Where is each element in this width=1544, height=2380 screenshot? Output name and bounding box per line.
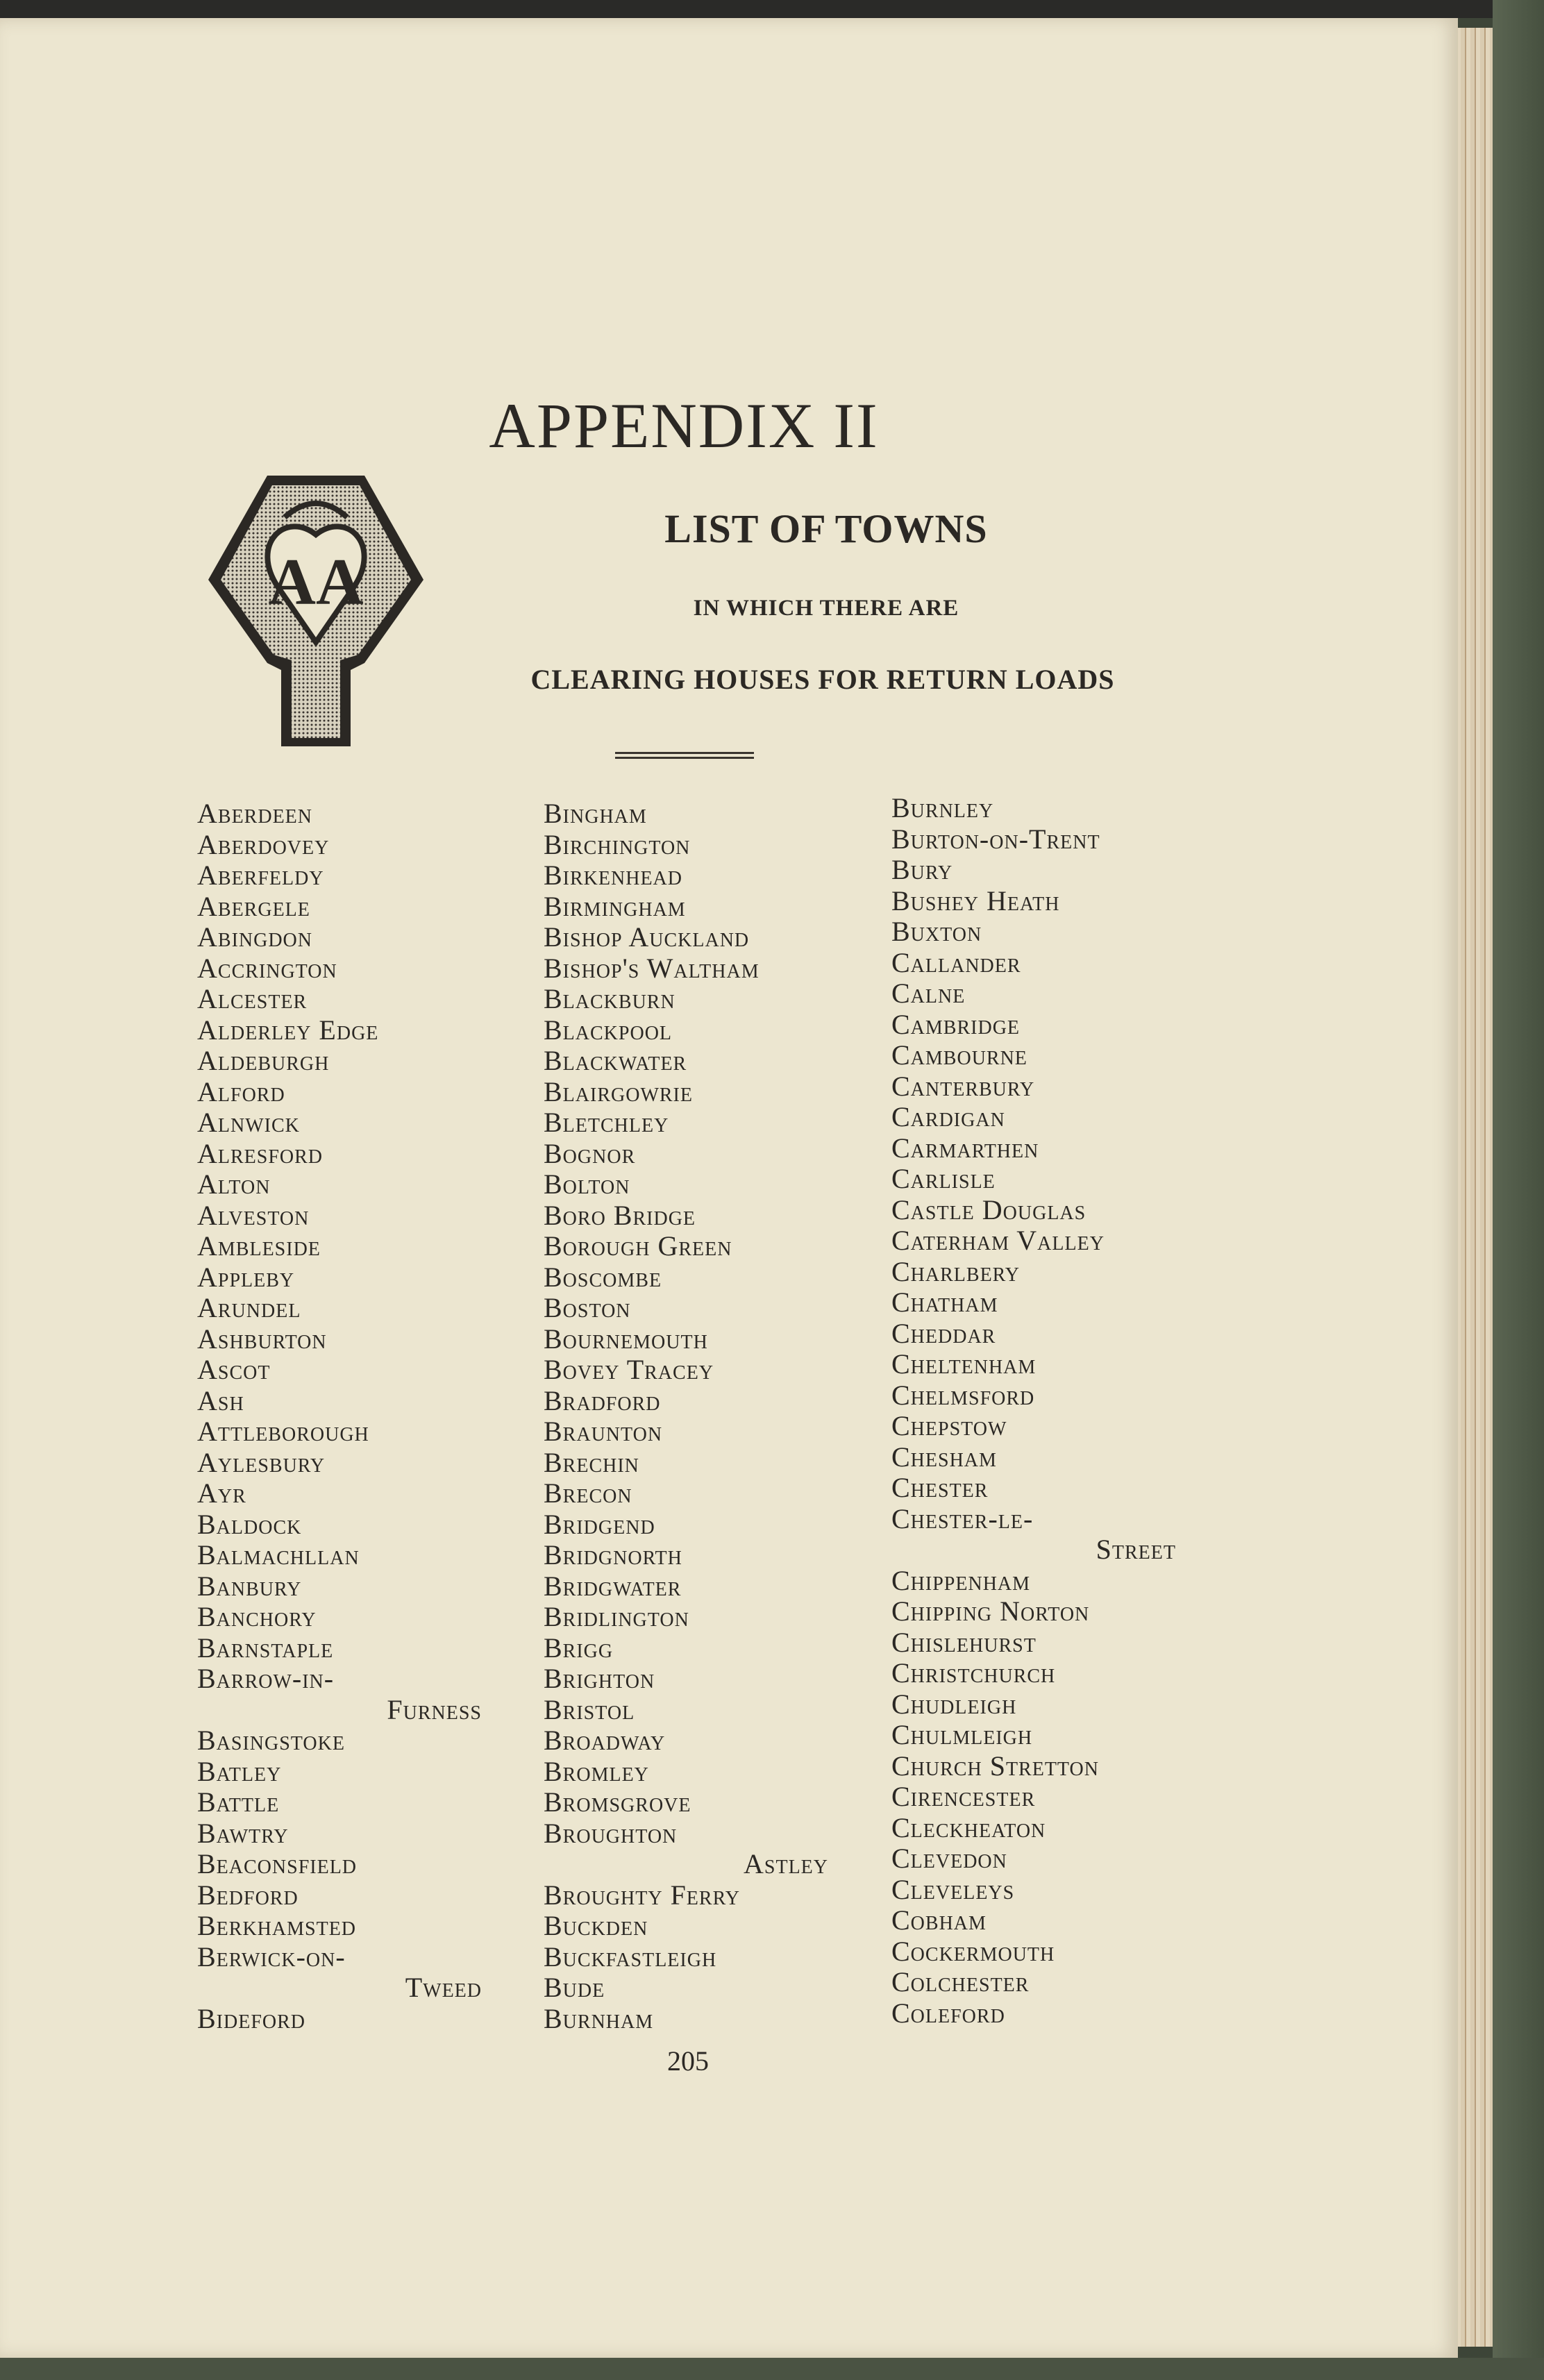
list-subheading: IN WHICH THERE ARE	[693, 596, 959, 621]
town-entry: Bletchley	[544, 1107, 669, 1138]
town-entry: Berkhamsted	[197, 1910, 357, 1941]
town-entry: Bristol	[544, 1693, 635, 1725]
town-entry: Bideford	[197, 2002, 306, 2034]
town-entry: Aldeburgh	[197, 1045, 330, 1076]
book-cover-bottom	[0, 2358, 1544, 2380]
town-entry: Ayr	[197, 1477, 246, 1509]
town-entry: Chepstow	[891, 1410, 1007, 1441]
town-entry: Brighton	[544, 1663, 655, 1694]
town-entry: Chatham	[891, 1287, 998, 1318]
town-entry: Arundel	[197, 1292, 301, 1323]
town-entry: Cardigan	[891, 1101, 1005, 1132]
town-entry: Cobham	[891, 1904, 987, 1936]
town-entry: Burnley	[891, 792, 994, 823]
town-entry: Cheltenham	[891, 1348, 1037, 1380]
town-entry: Buckden	[544, 1910, 648, 1941]
town-entry: Battle	[197, 1786, 280, 1818]
town-entry: Callander	[891, 946, 1021, 978]
town-entry: Bromley	[544, 1755, 649, 1787]
town-entry: Chipping Norton	[891, 1595, 1090, 1627]
town-entry	[197, 1942, 482, 2004]
town-entry: Bognor	[544, 1137, 636, 1169]
town-entry: Blackwater	[544, 1045, 687, 1076]
town-entry: Chislehurst	[891, 1626, 1037, 1658]
town-entry: Carlisle	[891, 1163, 996, 1194]
town-entry: Caterham Valley	[891, 1225, 1105, 1256]
town-entry: Braunton	[544, 1416, 663, 1447]
town-entry: Cleveleys	[891, 1873, 1015, 1905]
town-entry: Aylesbury	[197, 1446, 326, 1478]
town-entry: Bury	[891, 854, 953, 885]
town-entry: Brechin	[544, 1446, 639, 1478]
town-entry: Broughty Ferry	[544, 1879, 740, 1911]
list-heading: LIST OF TOWNS	[664, 506, 988, 551]
town-entry: Burnham	[544, 2002, 654, 2034]
town-entry: Brecon	[544, 1477, 632, 1509]
town-name-continuation: Furness	[387, 1693, 482, 1725]
town-name-continuation: Street	[1096, 1534, 1176, 1565]
town-entry: Aberdovey	[197, 828, 330, 860]
town-entry: Colchester	[891, 1966, 1030, 1997]
town-entry: Cirencester	[891, 1781, 1036, 1812]
town-entry: Abingdon	[197, 921, 312, 953]
page-number: 205	[667, 2045, 709, 2077]
town-entry: Bedford	[197, 1879, 299, 1911]
town-entry: Bromsgrove	[544, 1786, 691, 1818]
town-entry: Cheddar	[891, 1317, 996, 1349]
town-entry: Bolton	[544, 1168, 630, 1200]
town-entry: Bishop Auckland	[544, 921, 750, 953]
town-entry: Boro Bridge	[544, 1199, 696, 1231]
town-entry: Appleby	[197, 1261, 295, 1293]
town-entry: Ambleside	[197, 1230, 321, 1262]
town-name: Broughton	[544, 1817, 678, 1849]
town-entry: Birchington	[544, 828, 691, 860]
town-entry: Broadway	[544, 1725, 666, 1756]
town-entry: Bushey Heath	[891, 885, 1060, 916]
town-entry: Beaconsfield	[197, 1848, 358, 1879]
town-entry	[197, 1664, 482, 1725]
town-entry: Ashburton	[197, 1323, 327, 1355]
town-entry: Bridgend	[544, 1508, 655, 1540]
town-entry: Birkenhead	[544, 860, 682, 891]
town-entry: Boston	[544, 1292, 631, 1323]
town-entry: Chudleigh	[891, 1688, 1017, 1720]
towns-column-1	[197, 798, 482, 2034]
town-entry: Carmarthen	[891, 1132, 1039, 1164]
town-entry: Alresford	[197, 1137, 324, 1169]
town-entry: Coleford	[891, 1997, 1005, 2029]
town-name: Barrow-in-	[197, 1663, 335, 1694]
town-entry: Alderley Edge	[197, 1014, 379, 1046]
town-entry: Clevedon	[891, 1843, 1007, 1874]
town-entry: Bishop's Waltham	[544, 952, 760, 984]
town-name-continuation: Tweed	[405, 1972, 482, 2003]
town-entry: Bridgnorth	[544, 1539, 682, 1570]
book-cover-cloth	[1493, 0, 1544, 2380]
town-entry: Buckfastleigh	[544, 1941, 717, 1972]
town-entry: Baldock	[197, 1508, 302, 1540]
list-subheading-2: CLEARING HOUSES FOR RETURN LOADS	[530, 664, 1115, 695]
town-entry: Blackpool	[544, 1014, 673, 1046]
town-entry: Blairgowrie	[544, 1075, 693, 1107]
town-entry: Balmachllan	[197, 1539, 360, 1570]
town-entry: Bridlington	[544, 1601, 689, 1632]
town-entry: Attleborough	[197, 1416, 369, 1447]
town-entry: Ash	[197, 1384, 244, 1416]
town-entry: Aberfeldy	[197, 860, 324, 891]
town-name-continuation: Astley	[744, 1848, 828, 1879]
town-entry: Blackburn	[544, 983, 676, 1014]
town-entry: Cockermouth	[891, 1935, 1055, 1967]
town-entry: Birmingham	[544, 890, 686, 922]
town-name: Chester-le-	[891, 1502, 1034, 1534]
page-title: APPENDIX II	[489, 390, 879, 461]
town-entry: Chester	[891, 1472, 989, 1503]
town-entry: Banbury	[197, 1570, 302, 1602]
town-entry: Chesham	[891, 1441, 997, 1473]
town-entry: Cambourne	[891, 1039, 1027, 1071]
town-entry: Alford	[197, 1075, 285, 1107]
aa-badge-icon	[201, 469, 430, 753]
town-entry: Calne	[891, 978, 966, 1009]
town-entry: Ascot	[197, 1354, 271, 1385]
logo-monogram: AA	[268, 545, 364, 619]
town-entry: Borough Green	[544, 1230, 732, 1262]
town-entry: Buxton	[891, 916, 982, 947]
town-entry: Bude	[544, 1972, 605, 2003]
town-entry: Bournemouth	[544, 1323, 708, 1355]
double-rule-divider	[615, 752, 754, 759]
town-entry: Brigg	[544, 1632, 614, 1664]
town-entry: Cambridge	[891, 1008, 1021, 1040]
town-entry: Alnwick	[197, 1107, 300, 1138]
town-entry: Bradford	[544, 1384, 661, 1416]
scan-top-border	[0, 0, 1544, 18]
town-entry: Bawtry	[197, 1817, 289, 1849]
town-entry: Accrington	[197, 952, 337, 984]
town-entry: Bovey Tracey	[544, 1354, 714, 1385]
town-name: Berwick-on-	[197, 1941, 346, 1972]
town-entry: Charlbery	[891, 1255, 1021, 1287]
town-entry	[891, 1504, 1176, 1566]
town-entry: Batley	[197, 1755, 282, 1787]
town-entry: Boscombe	[544, 1261, 662, 1293]
town-entry: Bridgwater	[544, 1570, 682, 1602]
town-entry: Canterbury	[891, 1070, 1035, 1102]
town-entry: Alton	[197, 1168, 271, 1200]
towns-column-2	[544, 798, 828, 2034]
town-entry: Church Stretton	[891, 1750, 1099, 1782]
town-entry	[544, 1818, 828, 1880]
town-entry: Burton-on-Trent	[891, 823, 1100, 855]
town-entry: Alveston	[197, 1199, 310, 1231]
town-entry: Chelmsford	[891, 1379, 1035, 1411]
town-entry: Aberdeen	[197, 798, 312, 829]
town-entry: Castle Douglas	[891, 1193, 1086, 1225]
town-entry: Cleckheaton	[891, 1811, 1046, 1843]
town-entry: Christchurch	[891, 1657, 1056, 1688]
town-entry: Barnstaple	[197, 1632, 334, 1664]
towns-column-3	[891, 793, 1176, 2029]
town-entry: Bingham	[544, 798, 647, 829]
town-entry: Abergele	[197, 890, 310, 922]
town-entry: Chippenham	[891, 1564, 1031, 1596]
town-entry: Alcester	[197, 983, 308, 1014]
town-entry: Basingstoke	[197, 1725, 345, 1756]
town-entry: Chulmleigh	[891, 1719, 1033, 1750]
town-entry: Banchory	[197, 1601, 317, 1632]
